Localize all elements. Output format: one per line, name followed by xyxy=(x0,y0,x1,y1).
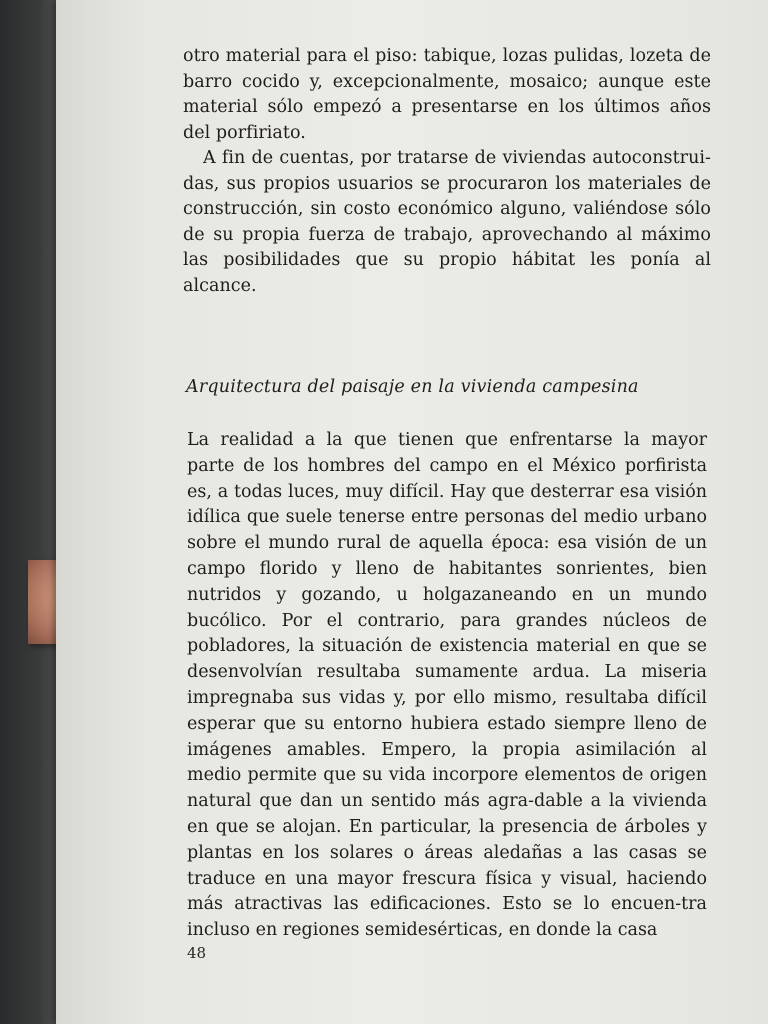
text-block-top xyxy=(183,44,711,299)
text-block-section xyxy=(187,428,707,944)
section-heading: Arquitectura del paisaje en la vivienda campesina xyxy=(186,377,639,397)
page-number: 48 xyxy=(187,944,207,962)
paragraph-continuation: otro material para el piso: tabique, lozas pulidas, lozeta de barro cocido y, excepcionalmente, mosaico; aunque este material sólo empezó a presentarse en los últimos años del porfiriato. xyxy=(183,46,711,143)
paragraph-conclusion: A fin de cuentas, por tratarse de viviendas autoconstrui-das, sus propios usuarios se procuraron los materiales de construcción, sin costo económico alguno, valiéndose sólo de su propia fuerza de trabajo, aprovechando al máximo las posibilidades que su propio hábitat les ponía al alcance. xyxy=(183,148,711,296)
section-paragraph: La realidad a la que tienen que enfrentarse la mayor parte de los hombres del campo en el México porfirista es, a todas luces, muy difícil. Hay que desterrar esa visión idílica que suele tenerse entre personas del medio urbano sobre el mundo rural de aquella época: esa visión de un campo florido y lleno de habitantes sonrientes, bien nutridos y gozando, u holgazaneando en un mundo bucólico. Por el contrario, para grandes núcleos de pobladores, la situación de existencia material en que se desenvolvían resultaba sumamente ardua. La miseria impregnaba sus vidas y, por ello mismo, resultaba difícil esperar que su entorno hubiera estado siempre lleno de imágenes amables. Empero, la propia asimilación al medio permite que su vida incorpore elementos de origen natural que dan un sentido más agra-dable a la vivienda en que se alojan. En particular, la presencia de árboles y plantas en los solares o áreas aledañas a las casas se traduce en una mayor frescura física y visual, haciendo más atractivas las edificaciones. Esto se lo encuen-tra incluso en regiones semidesérticas, en donde la casa xyxy=(187,430,707,941)
